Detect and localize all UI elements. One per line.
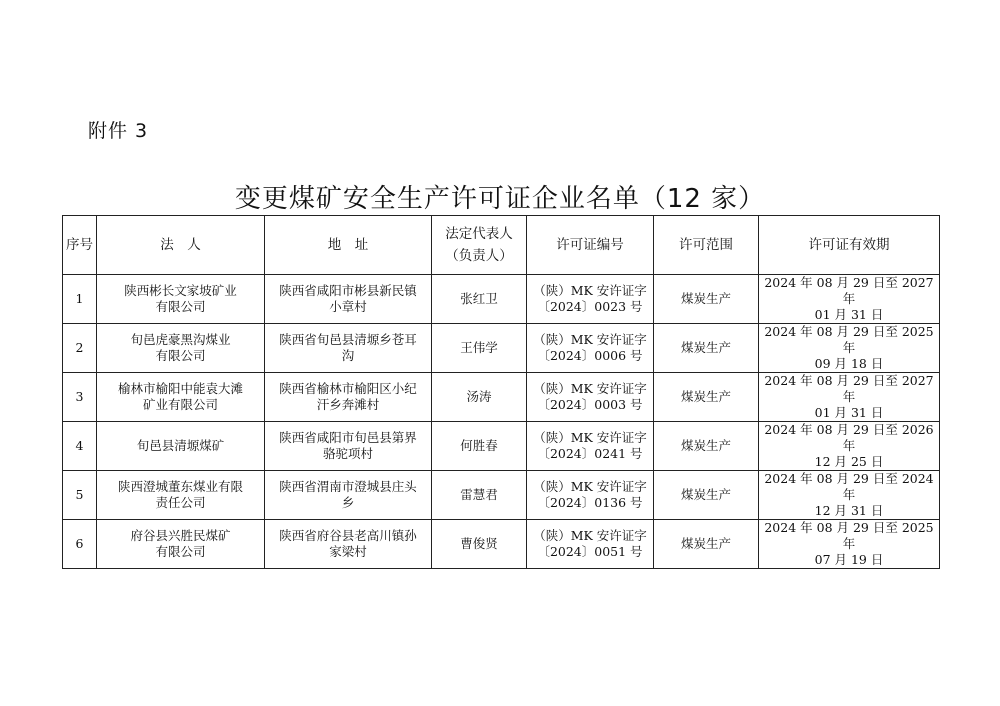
- cell-validity: [759, 373, 940, 422]
- cell-address-line: 家梁村: [329, 544, 367, 559]
- cell-company-line: 有限公司: [155, 299, 206, 314]
- cell-address: [265, 373, 432, 422]
- header-legal-rep-line1: 法定代表人: [445, 226, 513, 242]
- cell-company-line: 陕西澄城董东煤业有限: [117, 479, 243, 494]
- cell-validity-line: 07 月 19 日: [814, 552, 884, 567]
- cell-address-line: 陕西省咸阳市彬县新民镇: [279, 283, 417, 298]
- cell-permit-number-line: 〔2024〕0051 号: [537, 544, 643, 559]
- cell-address-line: 陕西省榆林市榆阳区小纪: [279, 381, 417, 396]
- cell-permit-number-line: （陕）MK 安许证字: [533, 479, 647, 494]
- cell-permit-number-line: 〔2024〕0136 号: [537, 495, 643, 510]
- cell-legal-rep: 雷慧君: [432, 471, 527, 520]
- cell-validity-line: 2024 年 08 月 29 日至 2025 年: [764, 520, 934, 551]
- cell-permit-number-line: （陕）MK 安许证字: [533, 430, 647, 445]
- cell-seq: 6: [63, 520, 97, 569]
- cell-seq: 3: [63, 373, 97, 422]
- cell-permit-number-line: 〔2024〕0241 号: [537, 446, 643, 461]
- cell-permit-number: [527, 471, 654, 520]
- cell-address: [265, 324, 432, 373]
- cell-company-line: 旬邑县清塬煤矿: [136, 438, 225, 453]
- cell-company: [97, 422, 265, 471]
- cell-validity-line: 2024 年 08 月 29 日至 2025 年: [764, 324, 934, 355]
- header-permit-number: 许可证编号: [527, 216, 654, 275]
- cell-validity-line: 09 月 18 日: [814, 356, 884, 371]
- cell-address: [265, 275, 432, 324]
- cell-permit-scope: 煤炭生产: [654, 422, 759, 471]
- table-header-row: [63, 216, 940, 275]
- cell-company: [97, 324, 265, 373]
- cell-seq: 1: [63, 275, 97, 324]
- cell-validity: [759, 520, 940, 569]
- cell-validity-line: 12 月 25 日: [814, 454, 884, 469]
- cell-address-line: 陕西省渭南市澄城县庄头: [279, 479, 417, 494]
- table-row: [63, 373, 940, 422]
- cell-permit-number: [527, 520, 654, 569]
- cell-company: [97, 275, 265, 324]
- table-row: [63, 324, 940, 373]
- cell-company: [97, 471, 265, 520]
- cell-legal-rep: 张红卫: [432, 275, 527, 324]
- cell-company-line: 陕西彬长文家坡矿业: [124, 283, 237, 298]
- cell-permit-number: [527, 422, 654, 471]
- cell-validity: [759, 471, 940, 520]
- cell-permit-scope: 煤炭生产: [654, 275, 759, 324]
- cell-permit-number-line: （陕）MK 安许证字: [533, 283, 647, 298]
- cell-validity: [759, 275, 940, 324]
- cell-permit-number-line: 〔2024〕0003 号: [537, 397, 643, 412]
- cell-permit-number: [527, 324, 654, 373]
- cell-company-line: 榆林市榆阳中能袁大滩: [117, 381, 243, 396]
- header-company: 法 人: [97, 216, 265, 275]
- cell-company-line: 有限公司: [155, 544, 206, 559]
- table-row: [63, 520, 940, 569]
- table-row: [63, 471, 940, 520]
- cell-company-line: 责任公司: [155, 495, 206, 510]
- cell-validity-line: 01 月 31 日: [814, 307, 884, 322]
- cell-legal-rep: 汤涛: [432, 373, 527, 422]
- header-permit-scope: 许可范围: [654, 216, 759, 275]
- cell-seq: 4: [63, 422, 97, 471]
- header-address: 地 址: [265, 216, 432, 275]
- cell-company-line: 矿业有限公司: [142, 397, 218, 412]
- cell-validity: [759, 422, 940, 471]
- cell-address-line: 小章村: [329, 299, 367, 314]
- header-validity: 许可证有效期: [759, 216, 940, 275]
- cell-validity-line: 2024 年 08 月 29 日至 2027 年: [764, 275, 934, 306]
- cell-address: [265, 422, 432, 471]
- cell-address-line: 汗乡奔滩村: [316, 397, 380, 412]
- cell-company: [97, 520, 265, 569]
- table-row: [63, 275, 940, 324]
- cell-legal-rep: 何胜春: [432, 422, 527, 471]
- cell-permit-number: [527, 275, 654, 324]
- cell-company-line: 旬邑虎豪黑沟煤业: [130, 332, 231, 347]
- cell-validity-line: 2024 年 08 月 29 日至 2024 年: [764, 471, 934, 502]
- cell-permit-number-line: （陕）MK 安许证字: [533, 381, 647, 396]
- header-seq: 序号: [63, 216, 97, 275]
- cell-company: [97, 373, 265, 422]
- cell-permit-scope: 煤炭生产: [654, 373, 759, 422]
- cell-permit-number-line: （陕）MK 安许证字: [533, 528, 647, 543]
- cell-company-line: 府谷县兴胜民煤矿: [130, 528, 231, 543]
- cell-address-line: 陕西省府谷县老高川镇孙: [279, 528, 417, 543]
- cell-validity-line: 01 月 31 日: [814, 405, 884, 420]
- cell-permit-scope: 煤炭生产: [654, 471, 759, 520]
- cell-permit-number-line: （陕）MK 安许证字: [533, 332, 647, 347]
- header-legal-rep: [432, 216, 527, 275]
- document-title: 变更煤矿安全生产许可证企业名单（12 家）: [234, 184, 766, 214]
- cell-address-line: 骆驼项村: [322, 446, 373, 461]
- cell-seq: 2: [63, 324, 97, 373]
- cell-address-line: 陕西省咸阳市旬邑县第界: [279, 430, 417, 445]
- enterprise-table: [62, 215, 940, 569]
- cell-address-line: 陕西省旬邑县清塬乡苍耳: [279, 332, 417, 347]
- cell-permit-scope: 煤炭生产: [654, 324, 759, 373]
- cell-address: [265, 520, 432, 569]
- cell-seq: 5: [63, 471, 97, 520]
- cell-validity-line: 2024 年 08 月 29 日至 2026 年: [764, 422, 934, 453]
- table-row: [63, 422, 940, 471]
- cell-permit-number: [527, 373, 654, 422]
- attachment-label: 附件 3: [88, 120, 149, 142]
- header-legal-rep-line2: （负责人）: [445, 248, 513, 264]
- cell-validity-line: 2024 年 08 月 29 日至 2027 年: [764, 373, 934, 404]
- cell-validity: [759, 324, 940, 373]
- cell-permit-number-line: 〔2024〕0006 号: [537, 348, 643, 363]
- cell-address: [265, 471, 432, 520]
- cell-permit-scope: 煤炭生产: [654, 520, 759, 569]
- cell-validity-line: 12 月 31 日: [814, 503, 884, 518]
- cell-legal-rep: 王伟学: [432, 324, 527, 373]
- cell-address-line: 乡: [341, 495, 355, 510]
- cell-address-line: 沟: [341, 348, 355, 363]
- cell-permit-number-line: 〔2024〕0023 号: [537, 299, 643, 314]
- cell-company-line: 有限公司: [155, 348, 206, 363]
- cell-legal-rep: 曹俊贤: [432, 520, 527, 569]
